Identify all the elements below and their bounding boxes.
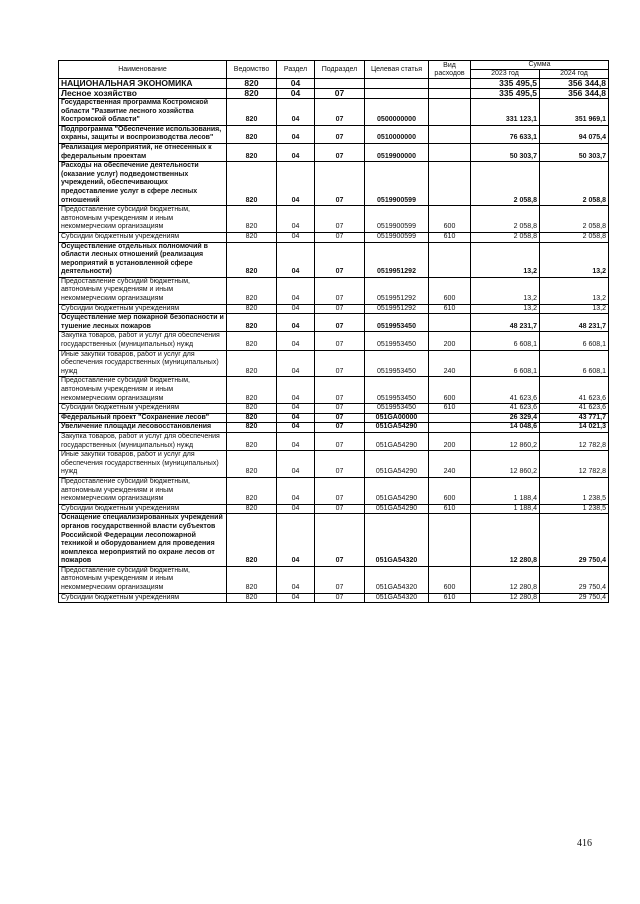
table-row	[59, 314, 609, 332]
cell-sum-2024: 41 623,6	[540, 377, 609, 404]
cell-dept: 820	[227, 593, 277, 603]
cell-section: 04	[277, 242, 315, 277]
cell-dept: 820	[227, 314, 277, 332]
cell-sum-2023: 41 623,6	[471, 377, 540, 404]
cell-sum-2023: 12 280,8	[471, 566, 540, 593]
cell-sum-2024: 13,2	[540, 277, 609, 304]
cell-sum-2024: 356 344,8	[540, 79, 609, 89]
cell-sum-2024: 13,2	[540, 304, 609, 314]
cell-expense	[429, 413, 471, 423]
header-name: Наименование	[59, 61, 227, 79]
table-body	[59, 79, 609, 603]
cell-sum-2024: 29 750,4	[540, 566, 609, 593]
cell-name: Осуществление отдельных полномочий в области лесных отношений (реализация мероприятий в установленной сфере деятельности)	[59, 242, 227, 277]
cell-sum-2023: 26 329,4	[471, 413, 540, 423]
table-row	[59, 477, 609, 504]
cell-expense	[429, 162, 471, 206]
cell-sum-2024: 1 238,5	[540, 504, 609, 514]
cell-expense: 200	[429, 432, 471, 450]
cell-sum-2023: 12 280,8	[471, 514, 540, 567]
cell-name: Предоставление субсидий бюджетным, автономным учреждениям и иным некоммерческим организациям	[59, 566, 227, 593]
cell-section: 04	[277, 304, 315, 314]
table-row	[59, 242, 609, 277]
cell-target: 0519951292	[365, 304, 429, 314]
cell-expense: 600	[429, 277, 471, 304]
cell-section: 04	[277, 404, 315, 414]
cell-expense: 610	[429, 593, 471, 603]
cell-target: 0519953450	[365, 332, 429, 350]
cell-name: Увеличение площади лесовосстановления	[59, 423, 227, 433]
cell-dept: 820	[227, 432, 277, 450]
header-expense: Вид расходов	[429, 61, 471, 79]
cell-dept: 820	[227, 99, 277, 126]
cell-target: 0519900599	[365, 232, 429, 242]
header-year-2024: 2024 год	[540, 70, 609, 79]
cell-sum-2024: 12 782,8	[540, 451, 609, 478]
cell-name: Иные закупки товаров, работ и услуг для обеспечения государственных (муниципальных) нужд	[59, 451, 227, 478]
cell-dept: 820	[227, 277, 277, 304]
cell-name: Предоставление субсидий бюджетным, автономным учреждениям и иным некоммерческим организациям	[59, 206, 227, 233]
cell-sum-2024: 2 058,8	[540, 162, 609, 206]
cell-name: Расходы на обеспечение деятельности (оказание услуг) подведомственных учреждений, обеспечивающих предоставление услуг в сфере лесных отношений	[59, 162, 227, 206]
cell-expense	[429, 143, 471, 161]
cell-section: 04	[277, 432, 315, 450]
cell-name: НАЦИОНАЛЬНАЯ ЭКОНОМИКА	[59, 79, 227, 89]
cell-name: Государственная программа Костромской области "Развитие лесного хозяйства Костромской области"	[59, 99, 227, 126]
cell-target: 0519900599	[365, 206, 429, 233]
cell-subsection: 07	[315, 514, 365, 567]
cell-target: 051GA54320	[365, 593, 429, 603]
cell-target: 051GA54320	[365, 566, 429, 593]
header-section: Раздел	[277, 61, 315, 79]
cell-section: 04	[277, 125, 315, 143]
cell-subsection: 07	[315, 332, 365, 350]
cell-subsection: 07	[315, 477, 365, 504]
cell-sum-2024: 29 750,4	[540, 593, 609, 603]
cell-sum-2024: 14 021,3	[540, 423, 609, 433]
cell-dept: 820	[227, 206, 277, 233]
cell-sum-2023: 335 495,5	[471, 79, 540, 89]
cell-target: 0519953450	[365, 377, 429, 404]
cell-dept: 820	[227, 143, 277, 161]
cell-expense	[429, 99, 471, 126]
cell-expense: 610	[429, 232, 471, 242]
cell-sum-2023: 1 188,4	[471, 504, 540, 514]
table-row	[59, 143, 609, 161]
table-row	[59, 404, 609, 414]
cell-subsection: 07	[315, 451, 365, 478]
cell-sum-2023: 331 123,1	[471, 99, 540, 126]
cell-sum-2023: 13,2	[471, 242, 540, 277]
cell-name: Подпрограмма "Обеспечение использования, охраны, защиты и воспроизводства лесов"	[59, 125, 227, 143]
cell-name: Субсидии бюджетным учреждениям	[59, 232, 227, 242]
cell-dept: 820	[227, 304, 277, 314]
page-number: 416	[577, 838, 592, 849]
cell-subsection: 07	[315, 432, 365, 450]
cell-sum-2023: 14 048,6	[471, 423, 540, 433]
cell-expense: 600	[429, 377, 471, 404]
cell-expense	[429, 89, 471, 99]
cell-dept: 820	[227, 566, 277, 593]
cell-subsection: 07	[315, 99, 365, 126]
cell-sum-2024: 41 623,6	[540, 404, 609, 414]
cell-target: 051GA54290	[365, 504, 429, 514]
cell-expense	[429, 423, 471, 433]
cell-dept: 820	[227, 332, 277, 350]
table-row	[59, 413, 609, 423]
cell-sum-2023: 6 608,1	[471, 350, 540, 377]
cell-expense: 600	[429, 566, 471, 593]
cell-subsection: 07	[315, 89, 365, 99]
cell-dept: 820	[227, 79, 277, 89]
cell-sum-2024: 43 771,7	[540, 413, 609, 423]
cell-subsection: 07	[315, 504, 365, 514]
cell-section: 04	[277, 232, 315, 242]
table-row	[59, 350, 609, 377]
cell-target: 051GA54290	[365, 477, 429, 504]
cell-subsection: 07	[315, 377, 365, 404]
cell-expense	[429, 242, 471, 277]
cell-name: Закупка товаров, работ и услуг для обеспечения государственных (муниципальных) нужд	[59, 332, 227, 350]
cell-target: 0510000000	[365, 125, 429, 143]
cell-subsection: 07	[315, 593, 365, 603]
cell-sum-2023: 50 303,7	[471, 143, 540, 161]
cell-name: Предоставление субсидий бюджетным, автономным учреждениям и иным некоммерческим организациям	[59, 277, 227, 304]
cell-subsection: 07	[315, 125, 365, 143]
cell-section: 04	[277, 162, 315, 206]
header-subsection: Подраздел	[315, 61, 365, 79]
cell-sum-2023: 41 623,6	[471, 404, 540, 414]
cell-target: 051GA54290	[365, 432, 429, 450]
cell-section: 04	[277, 277, 315, 304]
cell-target	[365, 79, 429, 89]
table-header	[59, 61, 609, 79]
cell-sum-2023: 2 058,8	[471, 206, 540, 233]
cell-section: 04	[277, 477, 315, 504]
table-row	[59, 332, 609, 350]
cell-subsection: 07	[315, 413, 365, 423]
cell-expense: 600	[429, 477, 471, 504]
cell-section: 04	[277, 451, 315, 478]
table-row	[59, 232, 609, 242]
cell-expense	[429, 125, 471, 143]
cell-dept: 820	[227, 477, 277, 504]
cell-expense: 200	[429, 332, 471, 350]
cell-sum-2023: 13,2	[471, 304, 540, 314]
budget-table	[58, 60, 609, 603]
cell-section: 04	[277, 566, 315, 593]
cell-sum-2023: 335 495,5	[471, 89, 540, 99]
cell-name: Федеральный проект "Сохранение лесов"	[59, 413, 227, 423]
cell-sum-2023: 12 860,2	[471, 451, 540, 478]
cell-sum-2023: 12 280,8	[471, 593, 540, 603]
cell-expense: 610	[429, 404, 471, 414]
header-year-2023: 2023 год	[471, 70, 540, 79]
cell-name: Субсидии бюджетным учреждениям	[59, 404, 227, 414]
cell-dept: 820	[227, 162, 277, 206]
cell-subsection: 07	[315, 404, 365, 414]
cell-target: 051GA54290	[365, 451, 429, 478]
table-row	[59, 566, 609, 593]
cell-section: 04	[277, 206, 315, 233]
document-page	[58, 60, 608, 603]
cell-name: Реализация мероприятий, не отнесенных к федеральным проектам	[59, 143, 227, 161]
cell-section: 04	[277, 423, 315, 433]
cell-sum-2024: 1 238,5	[540, 477, 609, 504]
table-row	[59, 304, 609, 314]
cell-expense: 240	[429, 451, 471, 478]
cell-section: 04	[277, 593, 315, 603]
table-row	[59, 89, 609, 99]
cell-subsection: 07	[315, 242, 365, 277]
cell-subsection	[315, 79, 365, 89]
table-row	[59, 79, 609, 89]
cell-target: 0519900000	[365, 143, 429, 161]
cell-section: 04	[277, 332, 315, 350]
cell-target: 0519951292	[365, 242, 429, 277]
cell-target: 051GA54290	[365, 423, 429, 433]
cell-name: Субсидии бюджетным учреждениям	[59, 504, 227, 514]
cell-name: Осуществление мер пожарной безопасности и тушение лесных пожаров	[59, 314, 227, 332]
cell-section: 04	[277, 514, 315, 567]
cell-subsection: 07	[315, 232, 365, 242]
cell-dept: 820	[227, 350, 277, 377]
table-row	[59, 206, 609, 233]
cell-subsection: 07	[315, 206, 365, 233]
cell-section: 04	[277, 350, 315, 377]
cell-name: Предоставление субсидий бюджетным, автономным учреждениям и иным некоммерческим организациям	[59, 377, 227, 404]
cell-sum-2023: 48 231,7	[471, 314, 540, 332]
cell-sum-2024: 94 075,4	[540, 125, 609, 143]
cell-target: 0519900599	[365, 162, 429, 206]
cell-target: 0500000000	[365, 99, 429, 126]
cell-sum-2024: 12 782,8	[540, 432, 609, 450]
cell-sum-2024: 351 969,1	[540, 99, 609, 126]
cell-sum-2024: 356 344,8	[540, 89, 609, 99]
cell-section: 04	[277, 377, 315, 404]
cell-sum-2023: 1 188,4	[471, 477, 540, 504]
cell-expense: 610	[429, 304, 471, 314]
cell-section: 04	[277, 143, 315, 161]
cell-sum-2024: 50 303,7	[540, 143, 609, 161]
cell-subsection: 07	[315, 143, 365, 161]
header-target: Целевая статья	[365, 61, 429, 79]
cell-target: 051GA00000	[365, 413, 429, 423]
header-dept: Ведомство	[227, 61, 277, 79]
cell-expense: 240	[429, 350, 471, 377]
cell-target	[365, 89, 429, 99]
cell-subsection: 07	[315, 350, 365, 377]
cell-subsection: 07	[315, 304, 365, 314]
cell-dept: 820	[227, 404, 277, 414]
cell-dept: 820	[227, 514, 277, 567]
cell-expense	[429, 79, 471, 89]
cell-sum-2023: 2 058,8	[471, 162, 540, 206]
table-row	[59, 514, 609, 567]
cell-target: 0519951292	[365, 277, 429, 304]
cell-sum-2023: 12 860,2	[471, 432, 540, 450]
cell-name: Оснащение специализированных учреждений органов государственной власти субъектов Российской Федерации лесопожарной техникой и оборудованием для проведения комплекса мероприятий по охране лесов от пожаров	[59, 514, 227, 567]
cell-sum-2024: 6 608,1	[540, 332, 609, 350]
table-row	[59, 125, 609, 143]
cell-sum-2023: 2 058,8	[471, 232, 540, 242]
cell-sum-2024: 2 058,8	[540, 232, 609, 242]
cell-name: Субсидии бюджетным учреждениям	[59, 593, 227, 603]
cell-target: 0519953450	[365, 404, 429, 414]
cell-sum-2024: 2 058,8	[540, 206, 609, 233]
cell-sum-2023: 6 608,1	[471, 332, 540, 350]
cell-section: 04	[277, 413, 315, 423]
cell-name: Закупка товаров, работ и услуг для обеспечения государственных (муниципальных) нужд	[59, 432, 227, 450]
cell-sum-2024: 13,2	[540, 242, 609, 277]
cell-target: 051GA54320	[365, 514, 429, 567]
table-row	[59, 504, 609, 514]
cell-name: Иные закупки товаров, работ и услуг для обеспечения государственных (муниципальных) нужд	[59, 350, 227, 377]
table-row	[59, 377, 609, 404]
cell-dept: 820	[227, 89, 277, 99]
cell-section: 04	[277, 314, 315, 332]
cell-dept: 820	[227, 377, 277, 404]
cell-sum-2024: 48 231,7	[540, 314, 609, 332]
cell-target: 0519953450	[365, 314, 429, 332]
cell-sum-2023: 13,2	[471, 277, 540, 304]
table-row	[59, 277, 609, 304]
cell-expense: 600	[429, 206, 471, 233]
cell-section: 04	[277, 89, 315, 99]
cell-expense	[429, 514, 471, 567]
cell-section: 04	[277, 99, 315, 126]
cell-dept: 820	[227, 232, 277, 242]
table-row	[59, 99, 609, 126]
cell-name: Лесное хозяйство	[59, 89, 227, 99]
cell-dept: 820	[227, 423, 277, 433]
cell-dept: 820	[227, 413, 277, 423]
cell-sum-2024: 6 608,1	[540, 350, 609, 377]
table-row	[59, 451, 609, 478]
cell-sum-2024: 29 750,4	[540, 514, 609, 567]
cell-dept: 820	[227, 242, 277, 277]
cell-name: Субсидии бюджетным учреждениям	[59, 304, 227, 314]
cell-subsection: 07	[315, 423, 365, 433]
table-row	[59, 423, 609, 433]
cell-expense: 610	[429, 504, 471, 514]
table-row	[59, 593, 609, 603]
cell-section: 04	[277, 504, 315, 514]
table-row	[59, 432, 609, 450]
cell-subsection: 07	[315, 314, 365, 332]
cell-dept: 820	[227, 504, 277, 514]
cell-dept: 820	[227, 125, 277, 143]
cell-subsection: 07	[315, 277, 365, 304]
header-sum: Сумма	[471, 61, 609, 70]
cell-name: Предоставление субсидий бюджетным, автономным учреждениям и иным некоммерческим организациям	[59, 477, 227, 504]
cell-dept: 820	[227, 451, 277, 478]
cell-subsection: 07	[315, 566, 365, 593]
table-row	[59, 162, 609, 206]
cell-target: 0519953450	[365, 350, 429, 377]
cell-section: 04	[277, 79, 315, 89]
cell-sum-2023: 76 633,1	[471, 125, 540, 143]
cell-expense	[429, 314, 471, 332]
cell-subsection: 07	[315, 162, 365, 206]
